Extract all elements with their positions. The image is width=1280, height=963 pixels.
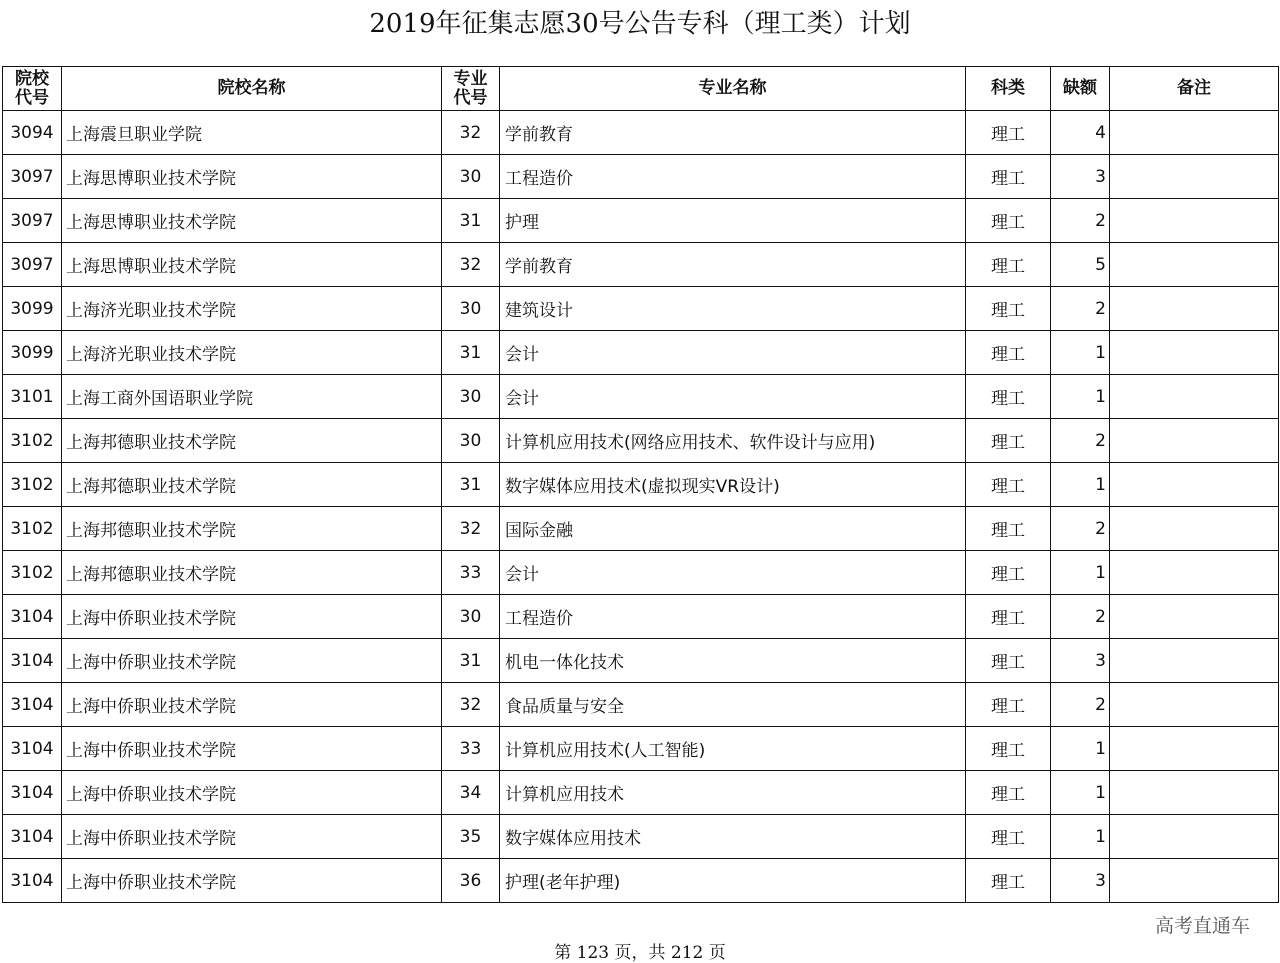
cell-remarks xyxy=(1110,683,1279,727)
cell-remarks xyxy=(1110,419,1279,463)
cell-category: 理工 xyxy=(966,859,1051,903)
cell-quota: 2 xyxy=(1051,507,1110,551)
cell-category: 理工 xyxy=(966,815,1051,859)
page-footer: 第 123 页，共 212 页 xyxy=(554,943,726,963)
table-row xyxy=(3,639,1279,683)
cell-major-name: 国际金融 xyxy=(500,507,966,551)
cell-school-name: 上海中侨职业技术学院 xyxy=(62,683,442,727)
cell-major-name: 护理 xyxy=(500,199,966,243)
cell-major-code: 30 xyxy=(442,287,500,331)
cell-remarks xyxy=(1110,771,1279,815)
cell-remarks xyxy=(1110,243,1279,287)
cell-major-name: 护理(老年护理) xyxy=(500,859,966,903)
cell-school-code: 3102 xyxy=(3,419,62,463)
cell-quota: 2 xyxy=(1051,595,1110,639)
cell-school-code: 3102 xyxy=(3,551,62,595)
cell-major-name: 工程造价 xyxy=(500,595,966,639)
cell-major-code: 32 xyxy=(442,683,500,727)
cell-major-name: 计算机应用技术(网络应用技术、软件设计与应用) xyxy=(500,419,966,463)
cell-major-name: 工程造价 xyxy=(500,155,966,199)
cell-quota: 2 xyxy=(1051,419,1110,463)
cell-category: 理工 xyxy=(966,683,1051,727)
cell-quota: 1 xyxy=(1051,463,1110,507)
cell-major-name: 学前教育 xyxy=(500,243,966,287)
table-row xyxy=(3,331,1279,375)
watermark-text: 高考直通车 xyxy=(1154,915,1250,937)
cell-remarks xyxy=(1110,463,1279,507)
cell-major-code: 31 xyxy=(442,199,500,243)
plan-table xyxy=(2,66,1279,903)
table-row xyxy=(3,683,1279,727)
cell-major-code: 30 xyxy=(442,375,500,419)
cell-remarks xyxy=(1110,287,1279,331)
cell-school-name: 上海邦德职业技术学院 xyxy=(62,419,442,463)
header-major-code-line2: 代号 xyxy=(453,87,488,108)
header-category: 科类 xyxy=(966,67,1051,111)
cell-major-name: 会计 xyxy=(500,331,966,375)
cell-quota: 1 xyxy=(1051,815,1110,859)
cell-remarks xyxy=(1110,727,1279,771)
table-row xyxy=(3,419,1279,463)
cell-school-code: 3102 xyxy=(3,507,62,551)
cell-school-name: 上海中侨职业技术学院 xyxy=(62,771,442,815)
cell-major-name: 计算机应用技术(人工智能) xyxy=(500,727,966,771)
cell-school-name: 上海思博职业技术学院 xyxy=(62,199,442,243)
cell-school-code: 3104 xyxy=(3,771,62,815)
table-row xyxy=(3,771,1279,815)
cell-school-name: 上海中侨职业技术学院 xyxy=(62,859,442,903)
cell-school-name: 上海中侨职业技术学院 xyxy=(62,727,442,771)
cell-category: 理工 xyxy=(966,199,1051,243)
cell-category: 理工 xyxy=(966,287,1051,331)
cell-category: 理工 xyxy=(966,727,1051,771)
cell-quota: 2 xyxy=(1051,199,1110,243)
cell-category: 理工 xyxy=(966,111,1051,155)
cell-quota: 1 xyxy=(1051,771,1110,815)
cell-school-name: 上海邦德职业技术学院 xyxy=(62,551,442,595)
cell-remarks xyxy=(1110,199,1279,243)
cell-quota: 5 xyxy=(1051,243,1110,287)
cell-school-name: 上海邦德职业技术学院 xyxy=(62,463,442,507)
cell-school-name: 上海震旦职业学院 xyxy=(62,111,442,155)
cell-school-code: 3104 xyxy=(3,639,62,683)
cell-school-code: 3104 xyxy=(3,815,62,859)
table-row xyxy=(3,859,1279,903)
cell-school-code: 3099 xyxy=(3,287,62,331)
table-row xyxy=(3,243,1279,287)
table-row xyxy=(3,727,1279,771)
cell-major-code: 32 xyxy=(442,111,500,155)
cell-quota: 4 xyxy=(1051,111,1110,155)
table-body xyxy=(3,111,1279,903)
cell-remarks xyxy=(1110,507,1279,551)
cell-major-code: 33 xyxy=(442,551,500,595)
table-row xyxy=(3,287,1279,331)
header-school-code-line2: 代号 xyxy=(15,87,49,108)
cell-major-code: 36 xyxy=(442,859,500,903)
cell-category: 理工 xyxy=(966,551,1051,595)
cell-remarks xyxy=(1110,375,1279,419)
cell-school-name: 上海济光职业技术学院 xyxy=(62,331,442,375)
cell-school-code: 3104 xyxy=(3,595,62,639)
cell-school-code: 3104 xyxy=(3,727,62,771)
cell-quota: 1 xyxy=(1051,375,1110,419)
table-row xyxy=(3,155,1279,199)
cell-school-code: 3099 xyxy=(3,331,62,375)
cell-category: 理工 xyxy=(966,507,1051,551)
cell-quota: 1 xyxy=(1051,551,1110,595)
cell-school-code: 3104 xyxy=(3,683,62,727)
cell-school-name: 上海思博职业技术学院 xyxy=(62,243,442,287)
cell-school-name: 上海济光职业技术学院 xyxy=(62,287,442,331)
cell-major-name: 学前教育 xyxy=(500,111,966,155)
header-row xyxy=(3,67,1279,111)
cell-school-name: 上海中侨职业技术学院 xyxy=(62,639,442,683)
header-quota: 缺额 xyxy=(1051,67,1110,111)
cell-category: 理工 xyxy=(966,375,1051,419)
cell-remarks xyxy=(1110,155,1279,199)
cell-category: 理工 xyxy=(966,243,1051,287)
cell-category: 理工 xyxy=(966,419,1051,463)
cell-category: 理工 xyxy=(966,639,1051,683)
cell-remarks xyxy=(1110,331,1279,375)
cell-remarks xyxy=(1110,639,1279,683)
cell-major-code: 30 xyxy=(442,155,500,199)
cell-major-code: 31 xyxy=(442,331,500,375)
cell-school-name: 上海中侨职业技术学院 xyxy=(62,815,442,859)
page-title: 2019年征集志愿30号公告专科（理工类）计划 xyxy=(369,9,911,39)
cell-major-code: 30 xyxy=(442,595,500,639)
table-row xyxy=(3,111,1279,155)
cell-major-name: 会计 xyxy=(500,551,966,595)
header-major-code xyxy=(442,67,500,111)
cell-major-name: 会计 xyxy=(500,375,966,419)
cell-remarks xyxy=(1110,551,1279,595)
cell-school-code: 3097 xyxy=(3,155,62,199)
cell-school-code: 3097 xyxy=(3,199,62,243)
table-row xyxy=(3,507,1279,551)
cell-major-code: 30 xyxy=(442,419,500,463)
cell-remarks xyxy=(1110,859,1279,903)
cell-remarks xyxy=(1110,595,1279,639)
cell-school-name: 上海思博职业技术学院 xyxy=(62,155,442,199)
header-school-code-line1: 院校 xyxy=(15,68,49,89)
cell-major-code: 34 xyxy=(442,771,500,815)
cell-major-name: 食品质量与安全 xyxy=(500,683,966,727)
table-row xyxy=(3,595,1279,639)
cell-major-code: 32 xyxy=(442,507,500,551)
header-school-code xyxy=(3,67,62,111)
cell-remarks xyxy=(1110,111,1279,155)
cell-school-name: 上海中侨职业技术学院 xyxy=(62,595,442,639)
cell-quota: 2 xyxy=(1051,287,1110,331)
cell-school-code: 3094 xyxy=(3,111,62,155)
cell-category: 理工 xyxy=(966,463,1051,507)
cell-major-name: 数字媒体应用技术 xyxy=(500,815,966,859)
cell-quota: 1 xyxy=(1051,727,1110,771)
cell-quota: 3 xyxy=(1051,859,1110,903)
table-row xyxy=(3,551,1279,595)
cell-major-code: 31 xyxy=(442,463,500,507)
cell-category: 理工 xyxy=(966,771,1051,815)
cell-remarks xyxy=(1110,815,1279,859)
table-row xyxy=(3,815,1279,859)
cell-major-code: 32 xyxy=(442,243,500,287)
cell-major-code: 35 xyxy=(442,815,500,859)
cell-school-code: 3101 xyxy=(3,375,62,419)
cell-category: 理工 xyxy=(966,331,1051,375)
cell-quota: 3 xyxy=(1051,639,1110,683)
cell-school-code: 3104 xyxy=(3,859,62,903)
cell-major-name: 计算机应用技术 xyxy=(500,771,966,815)
cell-major-code: 31 xyxy=(442,639,500,683)
cell-quota: 2 xyxy=(1051,683,1110,727)
cell-school-name: 上海工商外国语职业学院 xyxy=(62,375,442,419)
cell-category: 理工 xyxy=(966,155,1051,199)
table-row xyxy=(3,375,1279,419)
cell-school-name: 上海邦德职业技术学院 xyxy=(62,507,442,551)
cell-quota: 3 xyxy=(1051,155,1110,199)
cell-major-name: 机电一体化技术 xyxy=(500,639,966,683)
cell-quota: 1 xyxy=(1051,331,1110,375)
cell-category: 理工 xyxy=(966,595,1051,639)
header-school-name: 院校名称 xyxy=(62,67,442,111)
table-row xyxy=(3,199,1279,243)
cell-major-name: 数字媒体应用技术(虚拟现实VR设计) xyxy=(500,463,966,507)
table-row xyxy=(3,463,1279,507)
cell-major-name: 建筑设计 xyxy=(500,287,966,331)
header-major-name: 专业名称 xyxy=(500,67,966,111)
cell-school-code: 3097 xyxy=(3,243,62,287)
cell-school-code: 3102 xyxy=(3,463,62,507)
header-remarks: 备注 xyxy=(1110,67,1279,111)
header-major-code-line1: 专业 xyxy=(453,68,488,89)
cell-major-code: 33 xyxy=(442,727,500,771)
